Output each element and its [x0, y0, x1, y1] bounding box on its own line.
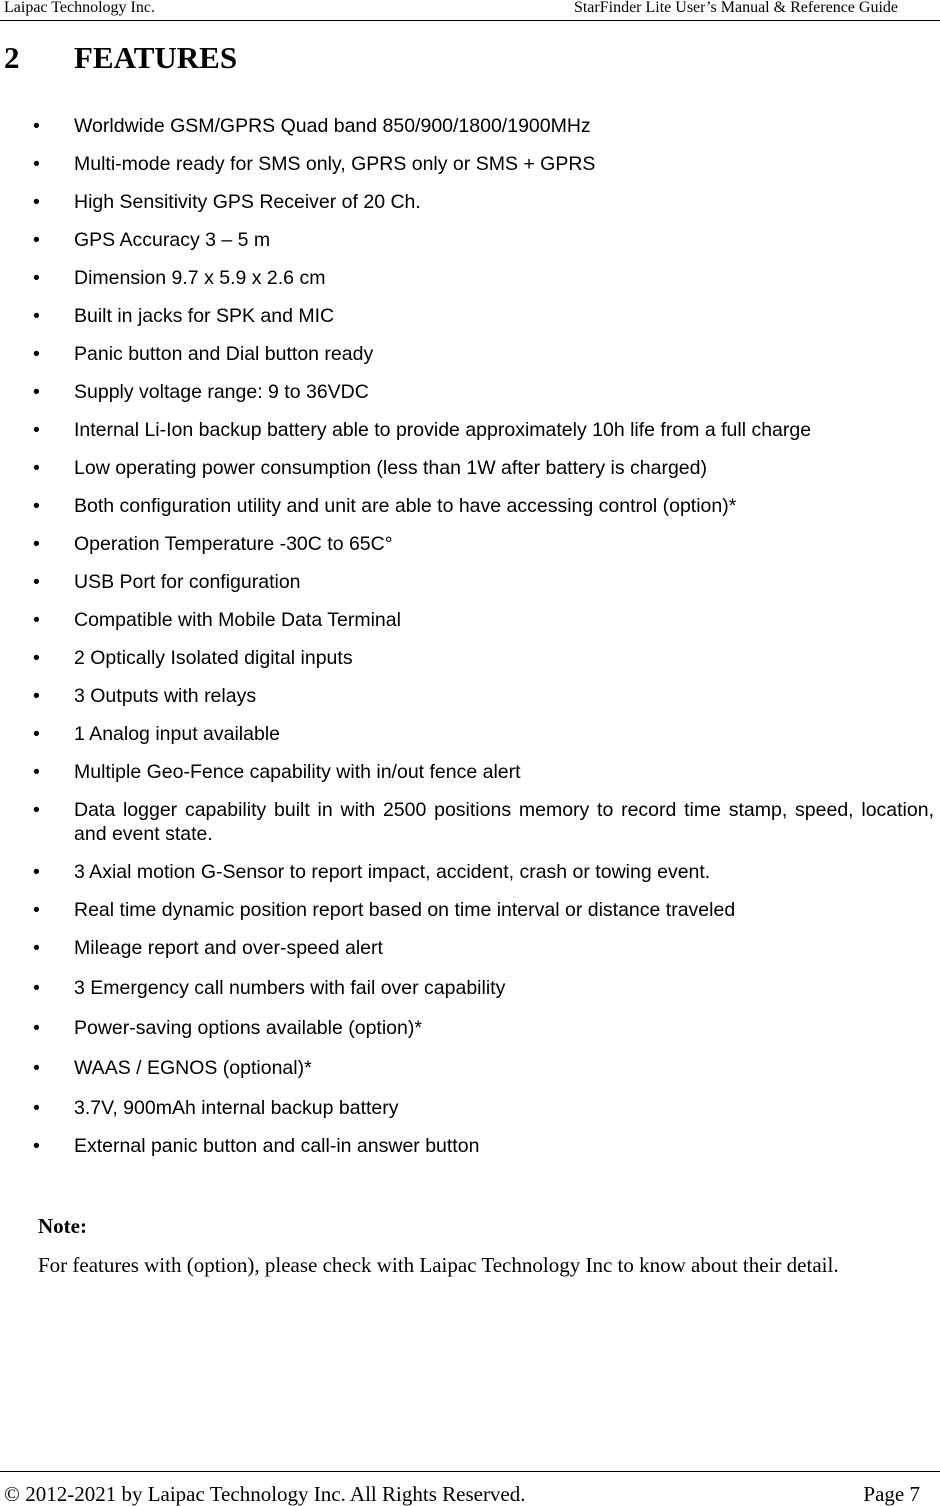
note-text: For features with (option), please check with Laipac Technology Inc to know about their detail.	[38, 1253, 839, 1277]
footer-copyright: © 2012-2021 by Laipac Technology Inc. All Rights Reserved.	[4, 1482, 526, 1506]
feature-item	[0, 456, 940, 480]
feature-item	[0, 646, 940, 670]
feature-text: Low operating power consumption (less than 1W after battery is charged)	[74, 457, 707, 479]
bullet-icon: •	[33, 495, 40, 517]
page-header	[0, 0, 940, 21]
feature-text: Internal Li-Ion backup battery able to provide approximately 10h life from a full charge	[74, 419, 812, 441]
feature-text: Worldwide GSM/GPRS Quad band 850/900/1800/1900MHz	[74, 115, 591, 137]
feature-item	[0, 418, 940, 442]
feature-item	[0, 936, 940, 960]
feature-text: Data logger capability built in with 2500 positions memory to record time stamp, speed, location, and event state.	[74, 799, 934, 845]
bullet-icon: •	[33, 799, 40, 821]
bullet-icon: •	[33, 191, 40, 213]
feature-item	[0, 976, 940, 1000]
feature-item	[0, 860, 940, 884]
feature-text: Built in jacks for SPK and MIC	[74, 305, 335, 327]
feature-item	[0, 1096, 940, 1120]
feature-item	[0, 266, 940, 290]
feature-item	[0, 380, 940, 404]
feature-text: Panic button and Dial button ready	[74, 343, 374, 365]
feature-text: 3 Outputs with relays	[74, 685, 257, 707]
feature-list	[0, 114, 940, 1172]
bullet-icon: •	[33, 419, 40, 441]
feature-item	[0, 608, 940, 632]
feature-text: 1 Analog input available	[74, 723, 280, 745]
feature-item	[0, 798, 940, 846]
feature-text: Power-saving options available (option)*	[74, 1017, 422, 1039]
feature-item	[0, 532, 940, 556]
feature-item	[0, 494, 940, 518]
feature-item	[0, 342, 940, 366]
header-document-title: StarFinder Lite User’s Manual & Reference Guide	[573, 0, 898, 16]
note-label: Note:	[38, 1214, 87, 1238]
section-heading	[4, 40, 237, 76]
feature-item	[0, 114, 940, 138]
bullet-icon: •	[33, 533, 40, 555]
bullet-icon: •	[33, 977, 40, 999]
bullet-icon: •	[33, 937, 40, 959]
bullet-icon: •	[33, 115, 40, 137]
feature-item	[0, 190, 940, 214]
feature-text: External panic button and call-in answer button	[74, 1135, 480, 1157]
feature-text: Dimension 9.7 x 5.9 x 2.6 cm	[74, 267, 326, 289]
feature-text: USB Port for configuration	[74, 571, 301, 593]
footer-divider	[0, 1471, 940, 1472]
section-number: 2	[4, 40, 20, 75]
feature-text: High Sensitivity GPS Receiver of 20 Ch.	[74, 191, 421, 213]
feature-text: Compatible with Mobile Data Terminal	[74, 609, 401, 631]
bullet-icon: •	[33, 305, 40, 327]
bullet-icon: •	[33, 647, 40, 669]
feature-item	[0, 304, 940, 328]
feature-item	[0, 898, 940, 922]
bullet-icon: •	[33, 685, 40, 707]
bullet-icon: •	[33, 899, 40, 921]
feature-text: 3.7V, 900mAh internal backup battery	[74, 1097, 399, 1119]
feature-item	[0, 152, 940, 176]
feature-text: Supply voltage range: 9 to 36VDC	[74, 381, 369, 403]
page-number: Page 7	[863, 1482, 920, 1506]
feature-item	[0, 760, 940, 784]
feature-text: GPS Accuracy 3 – 5 m	[74, 229, 271, 251]
feature-text: 2 Optically Isolated digital inputs	[74, 647, 353, 669]
bullet-icon: •	[33, 861, 40, 883]
feature-text: Multi-mode ready for SMS only, GPRS only or SMS + GPRS	[74, 153, 596, 175]
bullet-icon: •	[33, 1057, 40, 1079]
feature-text: Both configuration utility and unit are able to have accessing control (option)*	[74, 495, 737, 517]
bullet-icon: •	[33, 1135, 40, 1157]
feature-text: Multiple Geo-Fence capability with in/out fence alert	[74, 761, 521, 783]
bullet-icon: •	[33, 1017, 40, 1039]
bullet-icon: •	[33, 229, 40, 251]
feature-text: Real time dynamic position report based on time interval or distance traveled	[74, 899, 736, 921]
bullet-icon: •	[33, 571, 40, 593]
bullet-icon: •	[33, 761, 40, 783]
header-company: Laipac Technology Inc.	[4, 0, 155, 16]
feature-text: Operation Temperature -30C to 65C°	[74, 533, 393, 555]
bullet-icon: •	[33, 723, 40, 745]
section-title: FEATURES	[74, 40, 238, 75]
feature-text: WAAS / EGNOS (optional)*	[74, 1057, 312, 1079]
bullet-icon: •	[33, 343, 40, 365]
bullet-icon: •	[33, 457, 40, 479]
bullet-icon: •	[33, 609, 40, 631]
feature-item	[0, 1134, 940, 1158]
feature-text: 3 Emergency call numbers with fail over capability	[74, 977, 506, 999]
feature-item	[0, 684, 940, 708]
bullet-icon: •	[33, 1097, 40, 1119]
bullet-icon: •	[33, 267, 40, 289]
feature-text: 3 Axial motion G-Sensor to report impact, accident, crash or towing event.	[74, 861, 711, 883]
feature-item	[0, 722, 940, 746]
bullet-icon: •	[33, 381, 40, 403]
bullet-icon: •	[33, 153, 40, 175]
feature-item	[0, 570, 940, 594]
feature-item	[0, 228, 940, 252]
feature-item	[0, 1056, 940, 1080]
feature-item	[0, 1016, 940, 1040]
feature-text: Mileage report and over-speed alert	[74, 937, 383, 959]
